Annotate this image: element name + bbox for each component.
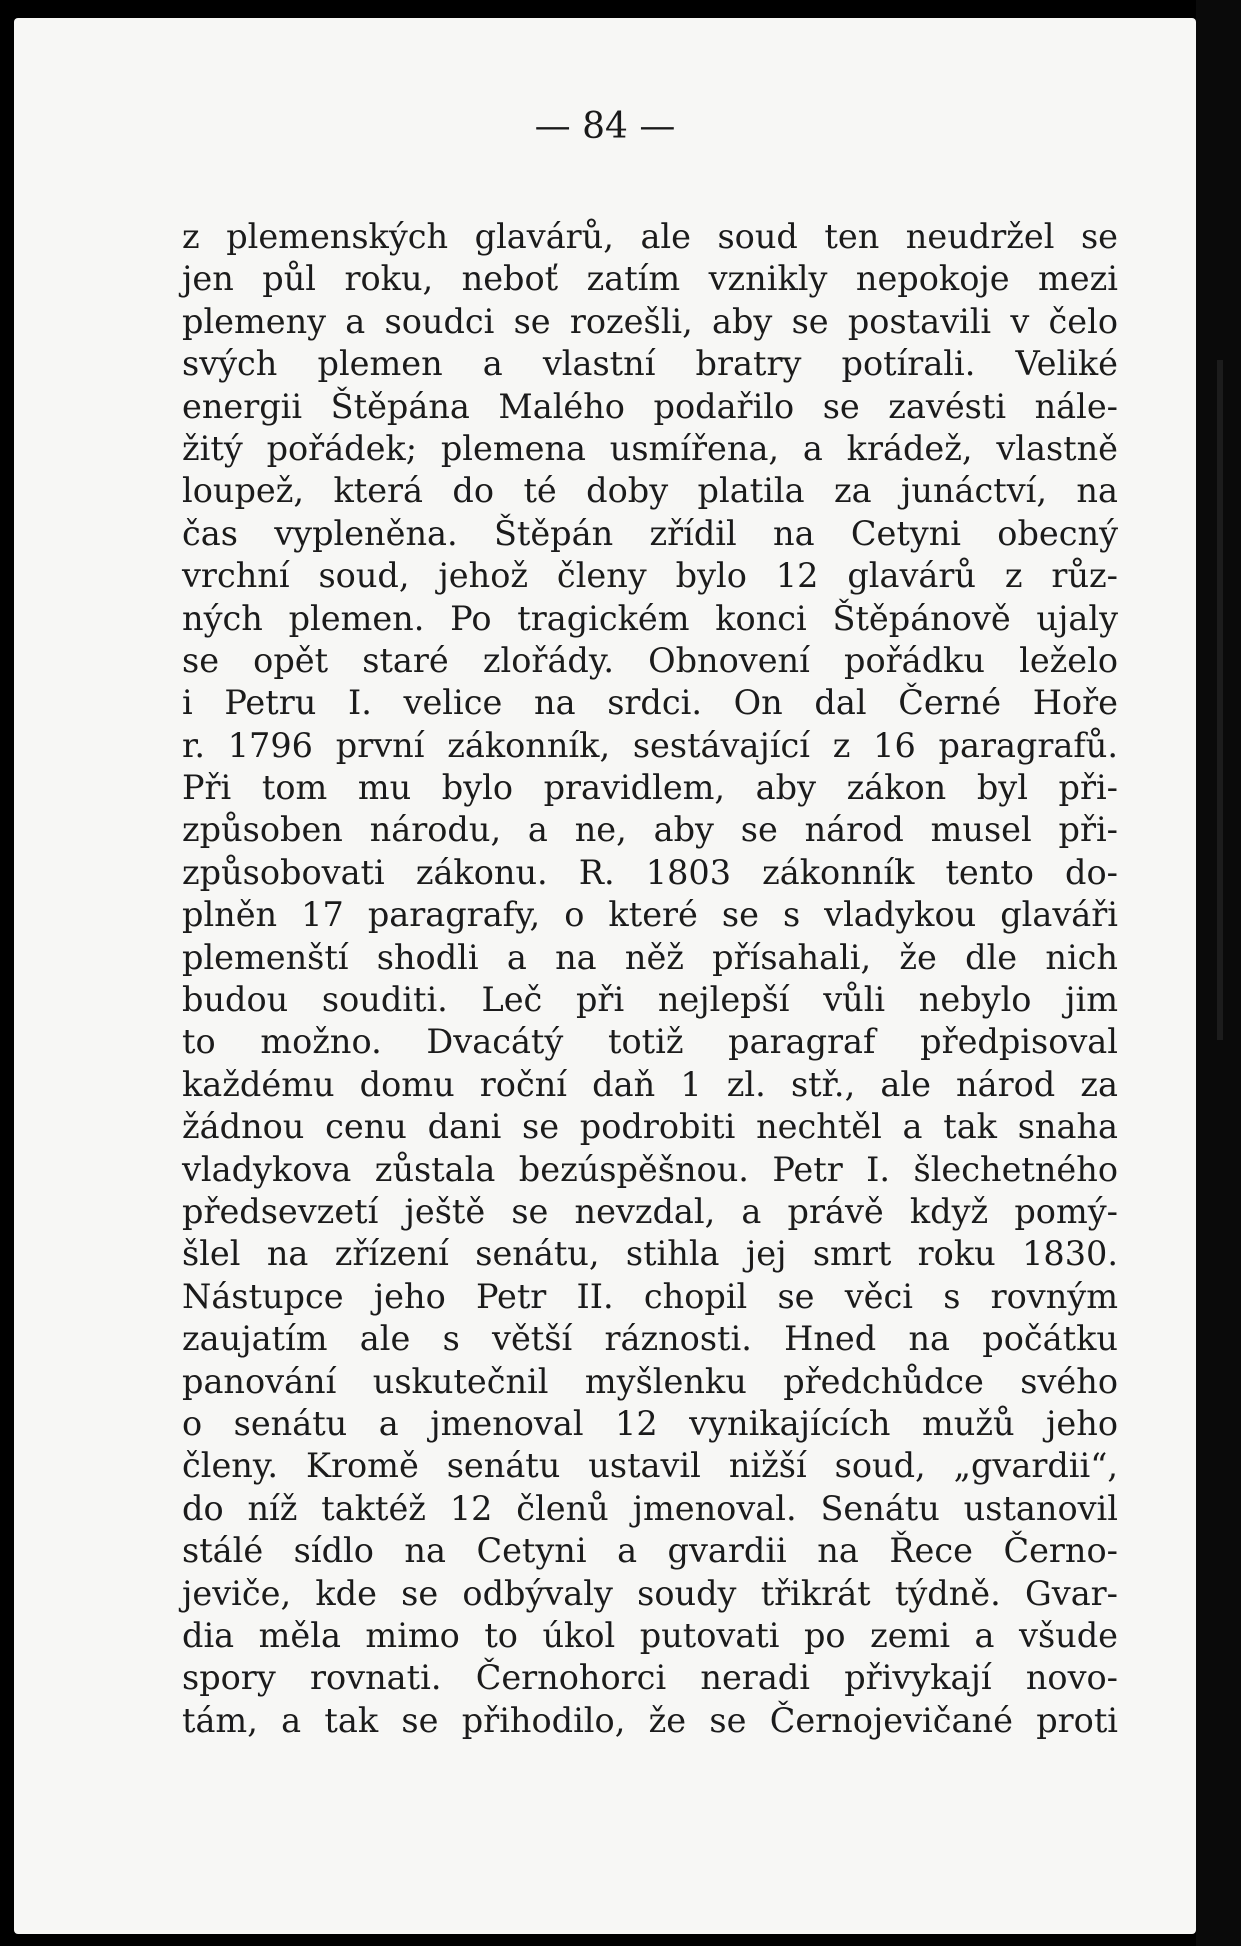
text-line: ných plemen. Po tragickém konci Štěpánově ujaly: [182, 598, 1118, 638]
text-line: každému domu roční daň 1 zl. stř., ale národ za: [182, 1064, 1118, 1104]
text-line: stálé sídlo na Cetyni a gvardii na Řece Černo-: [182, 1531, 1118, 1571]
text-line: zaujatím ale s větší ráznosti. Hned na počátku: [182, 1319, 1118, 1359]
text-line: tám, a tak se přihodilo, že se Černojevičané proti: [182, 1700, 1118, 1740]
text-line: předsevzetí ještě se nevzdal, a právě když pomý-: [182, 1191, 1118, 1231]
text-line: jen půl roku, neboť zatím vznikly nepokoje mezi: [182, 259, 1118, 299]
page-number: — 84 —: [534, 106, 676, 147]
book-page: [14, 18, 1196, 1934]
text-line: svých plemen a vlastní bratry potírali. Veliké: [182, 344, 1118, 384]
text-line: spory rovnati. Černohorci neradi přivykají novo-: [182, 1658, 1118, 1698]
text-line: energii Štěpána Malého podařilo se zavésti nále-: [182, 386, 1118, 426]
text-line: šlel na zřízení senátu, stihla jej smrt roku 1830.: [182, 1234, 1118, 1274]
body-text: [182, 216, 1118, 1742]
text-line: způsoben národu, a ne, aby se národ musel při-: [182, 810, 1118, 850]
text-line: jeviče, kde se odbývaly soudy třikrát týdně. Gvar-: [182, 1573, 1118, 1613]
text-line: i Petru I. velice na srdci. On dal Černé Hoře: [182, 683, 1118, 723]
text-line: plněn 17 paragrafy, o které se s vladykou glaváři: [182, 895, 1118, 935]
text-line: vrchní soud, jehož členy bylo 12 glavárů z růz-: [182, 556, 1118, 596]
text-line: způsobovati zákonu. R. 1803 zákonník tento do-: [182, 852, 1118, 892]
text-line: žitý pořádek; plemena usmířena, a krádež, vlastně: [182, 428, 1118, 468]
text-line: se opět staré zlořády. Obnovení pořádku leželo: [182, 640, 1118, 680]
text-line: čas vypleněna. Štěpán zřídil na Cetyni obecný: [182, 513, 1118, 553]
text-line: to možno. Dvacátý totiž paragraf předpisoval: [182, 1022, 1118, 1062]
text-line: plemeny a soudci se rozešli, aby se postavili v čelo: [182, 301, 1118, 341]
text-line: Nástupce jeho Petr II. chopil se věci s rovným: [182, 1276, 1118, 1316]
text-line: dia měla mimo to úkol putovati po zemi a všude: [182, 1615, 1118, 1655]
text-line: r. 1796 první zákonník, sestávající z 16 paragrafů.: [182, 725, 1118, 765]
text-line: o senátu a jmenoval 12 vynikajících mužů jeho: [182, 1403, 1118, 1443]
text-line: vladykova zůstala bezúspěšnou. Petr I. šlechetného: [182, 1149, 1118, 1189]
text-line: členy. Kromě senátu ustavil nižší soud, „gvardii“,: [182, 1446, 1118, 1486]
text-line: do níž taktéž 12 členů jmenoval. Senátu ustanovil: [182, 1488, 1118, 1528]
text-line: plemenští shodli a na něž přísahali, že dle nich: [182, 937, 1118, 977]
text-line: loupež, která do té doby platila za junáctví, na: [182, 471, 1118, 511]
text-line: Při tom mu bylo pravidlem, aby zákon byl při-: [182, 768, 1118, 808]
text-line: panování uskutečnil myšlenku předchůdce svého: [182, 1361, 1118, 1401]
text-line: z plemenských glavárů, ale soud ten neudržel se: [182, 217, 1118, 256]
text-line: budou souditi. Leč při nejlepší vůli nebylo jim: [182, 980, 1118, 1020]
page-edge-strip: [1217, 360, 1223, 1040]
text-line: žádnou cenu dani se podrobiti nechtěl a tak snaha: [182, 1107, 1118, 1147]
